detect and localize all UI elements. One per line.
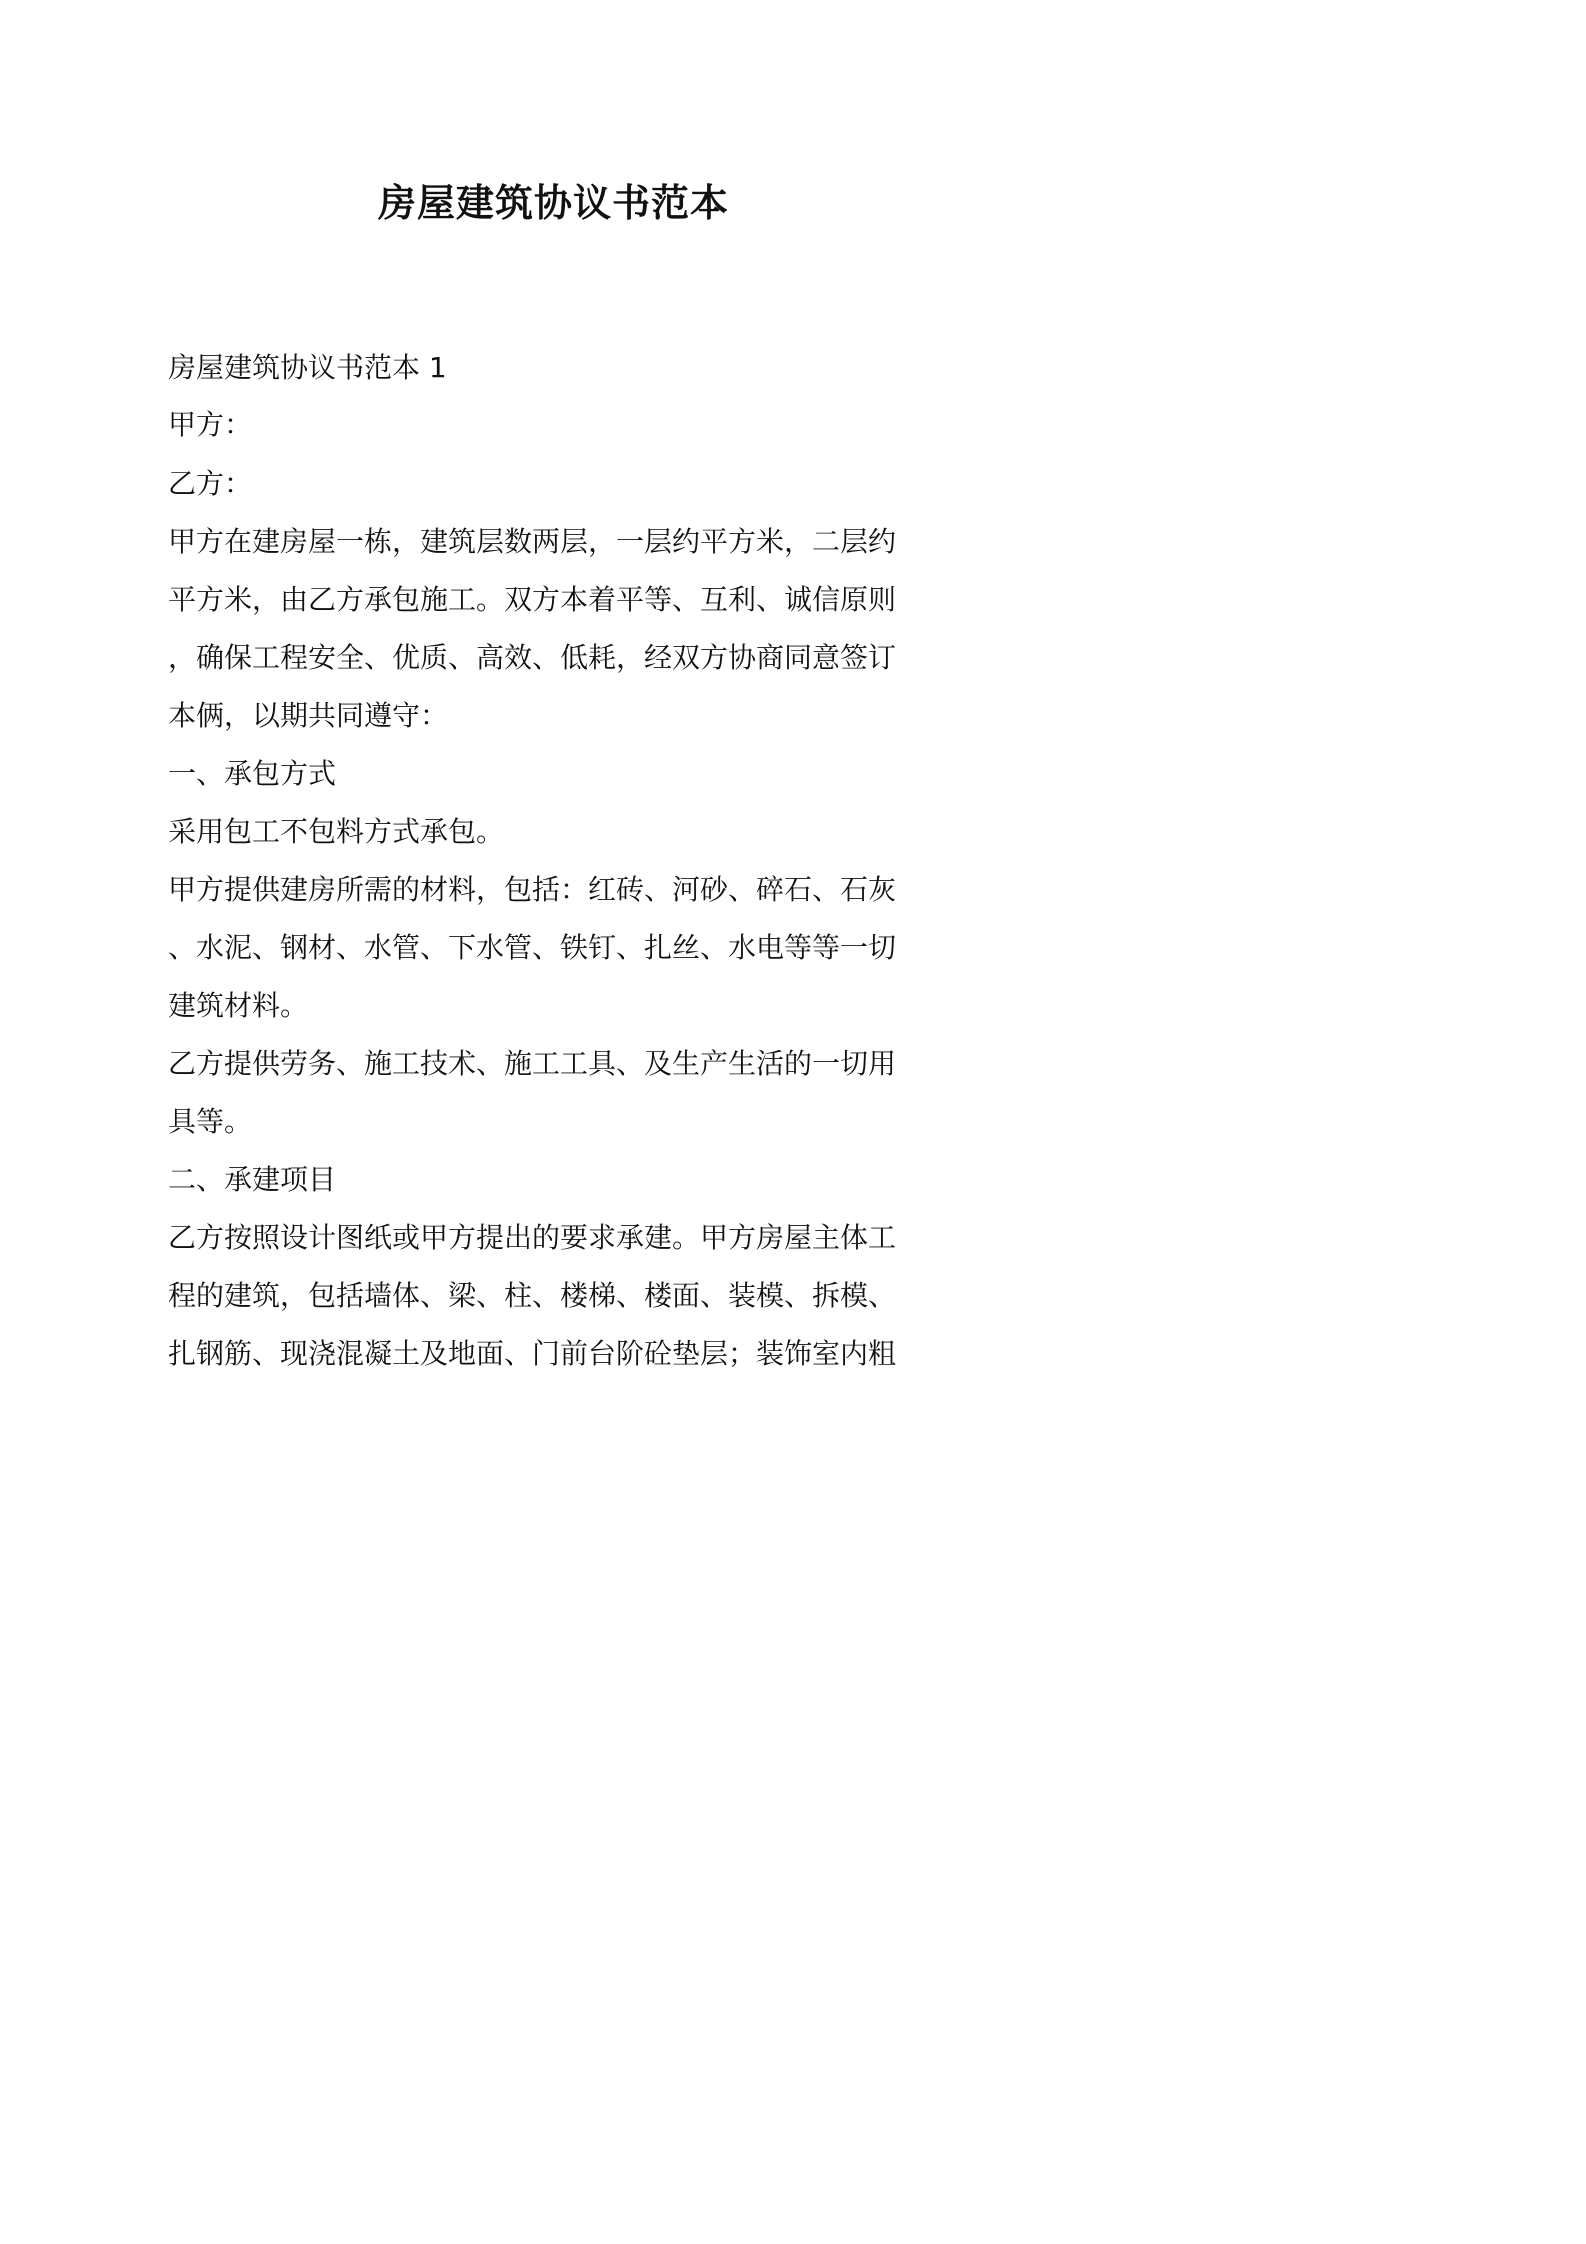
text-line: 、水泥、钢材、水管、下水管、铁钉、扎丝、水电等等一切 [168, 931, 897, 964]
text-line: 甲方在建房屋一栋，建筑层数两层，一层约平方米，二层约 [168, 525, 897, 558]
text-line: ，确保工程安全、优质、高效、低耗，经双方协商同意签订 [168, 641, 897, 674]
section-heading: 二、承建项目 [168, 1163, 337, 1196]
text-line: 平方米，由乙方承包施工。双方本着平等、互利、诚信原则 [168, 583, 897, 616]
text-line: 乙方按照设计图纸或甲方提出的要求承建。甲方房屋主体工 [168, 1221, 897, 1254]
section-heading: 一、承包方式 [168, 757, 337, 790]
document-title: 房屋建筑协议书范本 [377, 181, 729, 225]
text-line: 本俩，以期共同遵守： [168, 699, 449, 732]
text-line: 甲方提供建房所需的材料，包括：红砖、河砂、碎石、石灰 [168, 873, 897, 906]
text-line: 扎钢筋、现浇混凝土及地面、门前台阶砼垫层；装饰室内粗 [168, 1337, 897, 1370]
subtitle: 房屋建筑协议书范本 1 [168, 351, 447, 384]
text-line: 建筑材料。 [168, 989, 309, 1022]
party-b-label: 乙方： [168, 467, 253, 500]
party-a-label: 甲方： [168, 408, 253, 441]
text-line: 乙方提供劳务、施工技术、施工工具、及生产生活的一切用 [168, 1047, 897, 1080]
text-line: 采用包工不包料方式承包。 [168, 815, 505, 848]
text-line: 具等。 [168, 1105, 253, 1138]
text-line: 程的建筑，包括墙体、梁、柱、楼梯、楼面、装模、拆模、 [168, 1279, 897, 1312]
